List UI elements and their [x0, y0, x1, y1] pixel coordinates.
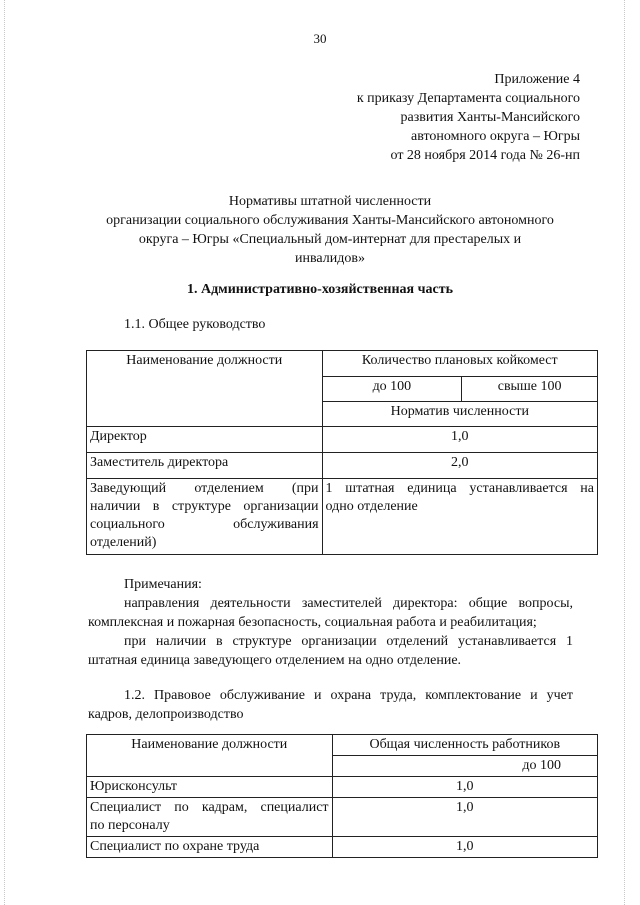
table-row	[87, 453, 598, 479]
header-norm: Норматив численности	[322, 402, 597, 427]
title-line: округа – Югры «Специальный дом-интернат для престарелых и	[138, 232, 522, 247]
cell-position: Специалист по охране труда	[87, 837, 333, 858]
cell-value: 1,0	[322, 427, 597, 453]
table-row	[87, 427, 598, 453]
header-up-to-100: до 100	[322, 377, 462, 402]
section-heading: 1. Административно-хозяйственная часть	[186, 282, 454, 297]
title-line: инвалидов»	[295, 251, 365, 266]
appendix-line: автономного округа – Югры	[411, 129, 580, 144]
cell-position: Заместитель директора	[87, 453, 323, 479]
cell-position: Директор	[87, 427, 323, 453]
header-beds: Количество плановых койкомест	[322, 351, 597, 377]
cell-line: наличии в структуре организации	[90, 499, 319, 514]
table-row	[87, 798, 598, 837]
cell-line: 1 штатная единица устанавливается на	[325, 481, 594, 496]
cell-line: Заведующий отделением (при	[90, 481, 319, 496]
appendix-line: от 28 ноября 2014 года № 26-нп	[390, 148, 580, 163]
right-scan-edge	[624, 0, 625, 905]
cell-value	[322, 479, 597, 555]
subsection-heading-1-2: 1.2. Правовое обслуживание и охрана труда, комплектование и учет кадров, делопроизводство	[88, 688, 573, 722]
cell-value: 2,0	[322, 453, 597, 479]
notes-heading: Примечания:	[124, 577, 202, 592]
cell-line: по персоналу	[90, 818, 170, 833]
notes-block	[88, 575, 573, 670]
header-position: Наименование должности	[87, 351, 323, 427]
header-up-to-100: до 100	[332, 756, 597, 777]
left-scan-edge	[4, 0, 5, 905]
cell-line: социального обслуживания	[90, 517, 319, 532]
appendix-header	[357, 70, 580, 165]
header-total: Общая численность работников	[332, 735, 597, 756]
notes-paragraph: при наличии в структуре организации отделений устанавливается 1 штатная единица заведующего отделением на одно отделение.	[88, 634, 573, 668]
cell-position: Юрисконсульт	[87, 777, 333, 798]
header-over-100: свыше 100	[462, 377, 598, 402]
page-number: 30	[313, 31, 327, 46]
staffing-table-2	[86, 734, 598, 858]
cell-value: 1,0	[332, 777, 597, 798]
cell-line: одно отделение	[325, 499, 418, 514]
table-row	[87, 777, 598, 798]
subsection-heading-1-1: 1.1. Общее руководство	[124, 317, 266, 332]
cell-position	[87, 479, 323, 555]
cell-value: 1,0	[332, 798, 597, 837]
cell-value: 1,0	[332, 837, 597, 858]
appendix-line: развития Ханты-Мансийского	[400, 110, 580, 125]
title-line: Нормативы штатной численности	[228, 194, 432, 209]
title-line: организации социального обслуживания Ханты-Мансийского автономного	[106, 213, 554, 228]
table-row	[87, 837, 598, 858]
document-title	[100, 192, 560, 268]
cell-position	[87, 798, 333, 837]
notes-paragraph: направления деятельности заместителей директора: общие вопросы, комплексная и пожарная безопасность, социальная работа и реабилитация;	[88, 596, 573, 630]
appendix-line: Приложение 4	[494, 72, 580, 87]
cell-line: Специалист по кадрам, специалист	[90, 800, 329, 815]
cell-line: отделений)	[90, 535, 157, 550]
appendix-line: к приказу Департамента социального	[356, 91, 580, 106]
header-position: Наименование должности	[87, 735, 333, 777]
staffing-table-1	[86, 350, 598, 555]
table-row	[87, 479, 598, 555]
